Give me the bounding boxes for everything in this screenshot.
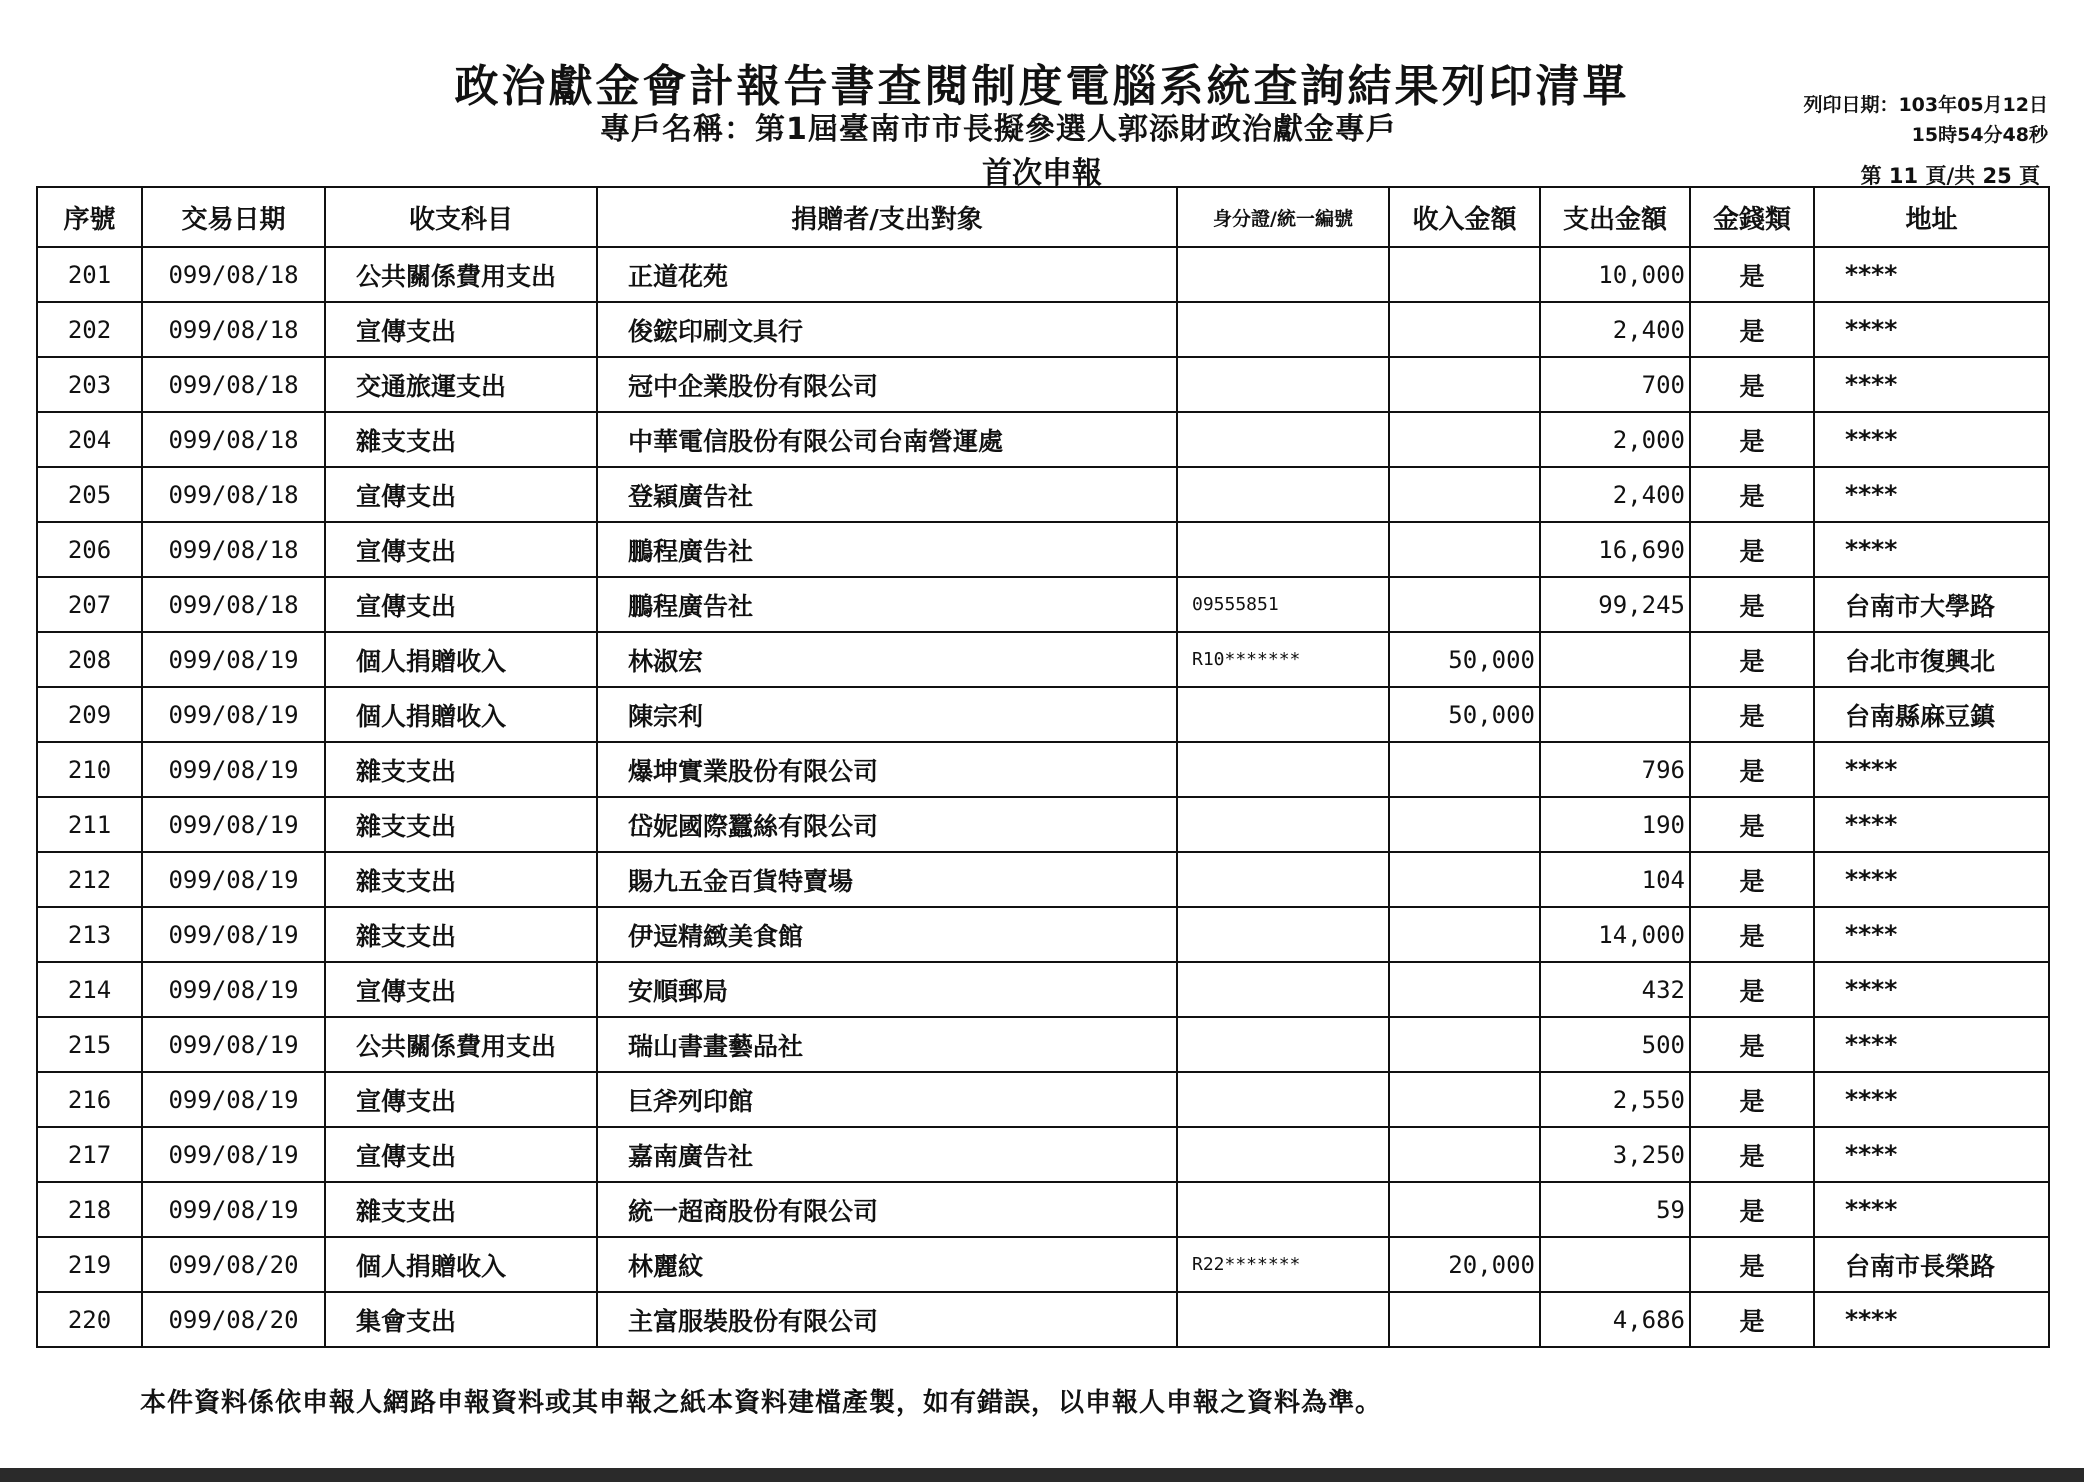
cell-date: 099/08/19 [142,1127,325,1182]
cell-category: 公共關係費用支出 [325,1017,597,1072]
cell-expense: 700 [1540,357,1690,412]
table-row [37,962,2049,1017]
cell-party: 鵬程廣告社 [597,577,1177,632]
cell-income [1389,907,1540,962]
cell-date: 099/08/18 [142,577,325,632]
cell-party: 嘉南廣告社 [597,1127,1177,1182]
cell-monetary: 是 [1690,467,1814,522]
cell-expense: 104 [1540,852,1690,907]
table-row [37,1292,2049,1347]
cell-category: 宣傳支出 [325,577,597,632]
cell-address: **** [1814,852,2049,907]
cell-monetary: 是 [1690,1127,1814,1182]
cell-id [1177,742,1389,797]
cell-income [1389,247,1540,302]
cell-monetary: 是 [1690,522,1814,577]
cell-party: 鵬程廣告社 [597,522,1177,577]
cell-expense: 2,000 [1540,412,1690,467]
cell-party: 中華電信股份有限公司台南營運處 [597,412,1177,467]
cell-no: 214 [37,962,142,1017]
cell-party: 主富服裝股份有限公司 [597,1292,1177,1347]
cell-no: 216 [37,1072,142,1127]
cell-address: **** [1814,1017,2049,1072]
cell-address: **** [1814,1072,2049,1127]
cell-date: 099/08/19 [142,962,325,1017]
cell-monetary: 是 [1690,577,1814,632]
cell-id [1177,687,1389,742]
cell-monetary: 是 [1690,1182,1814,1237]
print-date [1688,90,2048,150]
cell-date: 099/08/19 [142,852,325,907]
table-row [37,357,2049,412]
cell-address: 台北市復興北 [1814,632,2049,687]
cell-income [1389,357,1540,412]
cell-party: 冠中企業股份有限公司 [597,357,1177,412]
table-row [37,412,2049,467]
cell-income: 20,000 [1389,1237,1540,1292]
cell-party: 陳宗利 [597,687,1177,742]
cell-no: 202 [37,302,142,357]
table-row [37,302,2049,357]
cell-income [1389,797,1540,852]
cell-address: **** [1814,742,2049,797]
table-row [37,742,2049,797]
cell-monetary: 是 [1690,852,1814,907]
cell-no: 207 [37,577,142,632]
cell-party: 登穎廣告社 [597,467,1177,522]
cell-expense: 14,000 [1540,907,1690,962]
cell-monetary: 是 [1690,907,1814,962]
cell-party: 俊鋐印刷文具行 [597,302,1177,357]
cell-id [1177,357,1389,412]
cell-date: 099/08/19 [142,1017,325,1072]
cell-no: 217 [37,1127,142,1182]
col-header-category: 收支科目 [325,187,597,247]
cell-category: 宣傳支出 [325,522,597,577]
table-row [37,852,2049,907]
cell-address: **** [1814,1127,2049,1182]
cell-id [1177,412,1389,467]
cell-income [1389,302,1540,357]
cell-category: 個人捐贈收入 [325,632,597,687]
cell-expense: 3,250 [1540,1127,1690,1182]
cell-category: 宣傳支出 [325,467,597,522]
cell-category: 雜支支出 [325,412,597,467]
cell-date: 099/08/18 [142,302,325,357]
cell-expense: 2,550 [1540,1072,1690,1127]
col-header-expense: 支出金額 [1540,187,1690,247]
cell-monetary: 是 [1690,687,1814,742]
cell-category: 雜支支出 [325,1182,597,1237]
cell-address: **** [1814,907,2049,962]
cell-id: 09555851 [1177,577,1389,632]
cell-id [1177,1182,1389,1237]
col-header-no: 序號 [37,187,142,247]
cell-income [1389,412,1540,467]
cell-date: 099/08/20 [142,1292,325,1347]
print-date-day: 列印日期：103年05月12日 [1803,94,2048,116]
cell-income [1389,1072,1540,1127]
cell-id [1177,302,1389,357]
cell-date: 099/08/18 [142,247,325,302]
report-title: 政治獻金會計報告書查閱制度電腦系統查詢結果列印清單 [454,61,1630,112]
cell-category: 宣傳支出 [325,962,597,1017]
cell-expense: 190 [1540,797,1690,852]
cell-date: 099/08/20 [142,1237,325,1292]
cell-id [1177,522,1389,577]
cell-no: 212 [37,852,142,907]
table-row [37,247,2049,302]
cell-address: **** [1814,247,2049,302]
cell-party: 瑞山書畫藝品社 [597,1017,1177,1072]
cell-address: **** [1814,302,2049,357]
table-row [37,467,2049,522]
col-header-income: 收入金額 [1389,187,1540,247]
cell-party: 統一超商股份有限公司 [597,1182,1177,1237]
cell-category: 雜支支出 [325,742,597,797]
cell-id: R22******* [1177,1237,1389,1292]
table-row [37,632,2049,687]
cell-category: 宣傳支出 [325,1127,597,1182]
cell-monetary: 是 [1690,797,1814,852]
cell-monetary: 是 [1690,632,1814,687]
cell-id [1177,247,1389,302]
cell-expense: 59 [1540,1182,1690,1237]
cell-income [1389,1127,1540,1182]
cell-income [1389,522,1540,577]
cell-monetary: 是 [1690,1017,1814,1072]
cell-expense: 500 [1540,1017,1690,1072]
cell-expense: 99,245 [1540,577,1690,632]
table-row [37,687,2049,742]
cell-id: R10******* [1177,632,1389,687]
cell-income [1389,1017,1540,1072]
cell-category: 集會支出 [325,1292,597,1347]
cell-monetary: 是 [1690,412,1814,467]
cell-party: 爆坤實業股份有限公司 [597,742,1177,797]
cell-party: 賜九五金百貨特賣場 [597,852,1177,907]
table-row [37,1182,2049,1237]
cell-expense: 2,400 [1540,467,1690,522]
cell-address: **** [1814,357,2049,412]
cell-category: 雜支支出 [325,797,597,852]
scan-edge-band [0,1468,2084,1482]
cell-expense: 2,400 [1540,302,1690,357]
cell-party: 正道花苑 [597,247,1177,302]
page-info: 第 11 頁/共 25 頁 [1860,164,2040,188]
cell-address: **** [1814,797,2049,852]
cell-expense [1540,1237,1690,1292]
cell-no: 220 [37,1292,142,1347]
table-header-row [37,187,2049,247]
cell-address: **** [1814,1292,2049,1347]
cell-party: 伊逗精緻美食館 [597,907,1177,962]
cell-monetary: 是 [1690,302,1814,357]
cell-no: 211 [37,797,142,852]
cell-party: 巨斧列印館 [597,1072,1177,1127]
cell-date: 099/08/18 [142,357,325,412]
cell-category: 宣傳支出 [325,302,597,357]
footnote: 本件資料係依申報人網路申報資料或其申報之紙本資料建檔產製，如有錯誤，以申報人申報之資料為準。 [140,1388,1383,1418]
cell-date: 099/08/19 [142,797,325,852]
col-header-party: 捐贈者/支出對象 [597,187,1177,247]
cell-expense: 432 [1540,962,1690,1017]
cell-income: 50,000 [1389,632,1540,687]
cell-address: 台南縣麻豆鎮 [1814,687,2049,742]
cell-date: 099/08/19 [142,1182,325,1237]
cell-id [1177,1017,1389,1072]
cell-income [1389,577,1540,632]
cell-monetary: 是 [1690,1237,1814,1292]
cell-no: 218 [37,1182,142,1237]
cell-address: **** [1814,962,2049,1017]
cell-id [1177,1072,1389,1127]
cell-no: 213 [37,907,142,962]
table-row [37,797,2049,852]
cell-no: 205 [37,467,142,522]
cell-address: **** [1814,467,2049,522]
cell-id [1177,852,1389,907]
cell-date: 099/08/19 [142,687,325,742]
cell-address: **** [1814,522,2049,577]
cell-date: 099/08/19 [142,1072,325,1127]
table-row [37,1237,2049,1292]
cell-address: 台南市長榮路 [1814,1237,2049,1292]
cell-category: 公共關係費用支出 [325,247,597,302]
cell-expense [1540,687,1690,742]
cell-id [1177,962,1389,1017]
cell-id [1177,797,1389,852]
cell-monetary: 是 [1690,357,1814,412]
cell-category: 個人捐贈收入 [325,1237,597,1292]
cell-monetary: 是 [1690,1072,1814,1127]
cell-expense: 10,000 [1540,247,1690,302]
cell-id [1177,1127,1389,1182]
cell-no: 209 [37,687,142,742]
cell-category: 個人捐贈收入 [325,687,597,742]
cell-category: 交通旅運支出 [325,357,597,412]
cell-no: 215 [37,1017,142,1072]
cell-expense: 16,690 [1540,522,1690,577]
col-header-id: 身分證/統一編號 [1177,187,1389,247]
cell-monetary: 是 [1690,962,1814,1017]
cell-category: 雜支支出 [325,852,597,907]
report-type: 首次申報 [982,156,1102,191]
cell-date: 099/08/18 [142,522,325,577]
cell-category: 雜支支出 [325,907,597,962]
cell-income [1389,1182,1540,1237]
col-header-date: 交易日期 [142,187,325,247]
cell-party: 林麗紋 [597,1237,1177,1292]
cell-address: **** [1814,1182,2049,1237]
table-row [37,577,2049,632]
col-header-monetary: 金錢類 [1690,187,1814,247]
cell-date: 099/08/19 [142,742,325,797]
table-row [37,907,2049,962]
cell-address: 台南市大學路 [1814,577,2049,632]
cell-no: 201 [37,247,142,302]
cell-monetary: 是 [1690,1292,1814,1347]
cell-monetary: 是 [1690,247,1814,302]
cell-no: 206 [37,522,142,577]
cell-party: 安順郵局 [597,962,1177,1017]
cell-expense: 4,686 [1540,1292,1690,1347]
cell-expense [1540,632,1690,687]
account-name: 專戶名稱：第1屆臺南市市長擬參選人郭添財政治獻金專戶 [600,112,1397,147]
cell-no: 203 [37,357,142,412]
print-date-time: 15時54分48秒 [1911,124,2048,146]
cell-income [1389,467,1540,522]
table-row [37,1127,2049,1182]
cell-no: 210 [37,742,142,797]
cell-expense: 796 [1540,742,1690,797]
cell-income [1389,742,1540,797]
table-row [37,522,2049,577]
cell-monetary: 是 [1690,742,1814,797]
cell-party: 岱妮國際蠶絲有限公司 [597,797,1177,852]
col-header-address: 地址 [1814,187,2049,247]
cell-address: **** [1814,412,2049,467]
cell-date: 099/08/19 [142,632,325,687]
cell-id [1177,467,1389,522]
cell-no: 208 [37,632,142,687]
cell-party: 林淑宏 [597,632,1177,687]
cell-income [1389,962,1540,1017]
cell-date: 099/08/18 [142,412,325,467]
cell-income: 50,000 [1389,687,1540,742]
cell-no: 204 [37,412,142,467]
cell-id [1177,1292,1389,1347]
cell-date: 099/08/18 [142,467,325,522]
table-row [37,1017,2049,1072]
table-row [37,1072,2049,1127]
transactions-table [36,186,2050,1348]
cell-id [1177,907,1389,962]
cell-income [1389,852,1540,907]
cell-category: 宣傳支出 [325,1072,597,1127]
cell-no: 219 [37,1237,142,1292]
cell-date: 099/08/19 [142,907,325,962]
cell-income [1389,1292,1540,1347]
